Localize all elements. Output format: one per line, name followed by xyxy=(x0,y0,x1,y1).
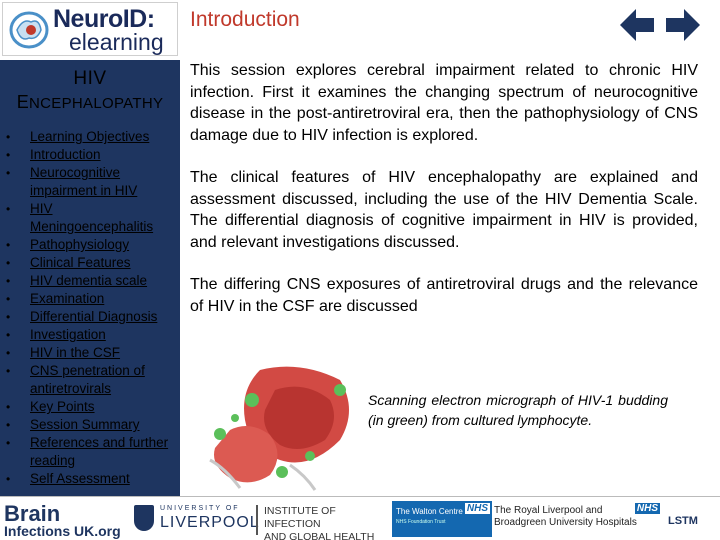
logo-subtitle: elearning xyxy=(69,29,164,55)
bullet-icon: • xyxy=(6,346,11,360)
rl-line1: The Royal Liverpool and xyxy=(494,505,603,516)
rl-line2: Broadgreen University Hospitals xyxy=(494,517,637,528)
sidebar-heading-rest: NCEPHALOPATHY xyxy=(29,95,164,112)
sidebar-item-label: Investigation xyxy=(30,327,106,342)
bullet-icon: • xyxy=(6,202,11,216)
sidebar-item-label: Key Points xyxy=(30,399,95,414)
sidebar-item-label: CNS penetration of antiretrovirals xyxy=(30,363,145,396)
brain-logo-icon xyxy=(9,8,49,52)
royal-liverpool-logo xyxy=(494,501,662,537)
sidebar-item-references[interactable] xyxy=(4,434,178,470)
logo-name: NeuroID: xyxy=(53,5,155,33)
walton-nhs-badge: NHS xyxy=(466,503,488,514)
sidebar-item-label: Introduction xyxy=(30,147,101,162)
sidebar-heading-line1: HIV xyxy=(73,68,107,89)
liverpool-logo-line2: LIVERPOOL xyxy=(160,514,260,531)
bullet-icon: • xyxy=(6,256,11,270)
page-title: Introduction xyxy=(190,8,300,31)
sidebar-heading xyxy=(0,68,180,113)
brain-infections-logo xyxy=(4,503,128,537)
hiv-micrograph-image xyxy=(190,360,360,492)
iigh-line2: AND GLOBAL HEALTH xyxy=(264,531,375,540)
sidebar-item-label: Differential Diagnosis xyxy=(30,309,158,324)
sidebar-item-label: Pathophysiology xyxy=(30,237,130,252)
sidebar-item-label: Session Summary xyxy=(30,417,140,432)
walton-centre-logo xyxy=(392,501,492,537)
header xyxy=(0,0,720,58)
sidebar-heading-line2 xyxy=(0,92,180,113)
clinical-paragraph: The clinical features of HIV encephalopathy are explained and assessment discussed, including the use of the HIV Dementia Scale. The differential diagnosis of cognitive impairment in HIV is provided, and relevant investigations discussed. xyxy=(190,169,698,251)
sidebar-item-label: HIV dementia scale xyxy=(30,273,148,288)
sidebar-item-investigation[interactable] xyxy=(4,326,178,344)
sidebar-item-introduction[interactable] xyxy=(4,146,178,164)
sidebar-item-learning-objectives[interactable] xyxy=(4,128,178,146)
bullet-icon: • xyxy=(6,310,11,324)
walton-line1: The Walton Centre xyxy=(396,507,463,516)
sidebar-item-label: Examination xyxy=(30,291,105,306)
university-of-liverpool-logo xyxy=(134,503,260,535)
bullet-icon: • xyxy=(6,130,11,144)
footer xyxy=(0,496,720,540)
walton-line2: NHS Foundation Trust xyxy=(396,519,446,525)
sidebar-item-label: Neurocognitive impairment in HIV xyxy=(30,165,138,198)
sidebar-item-label: References and further reading xyxy=(30,435,169,468)
bullet-icon: • xyxy=(6,364,11,378)
sidebar-item-label: Clinical Features xyxy=(30,255,131,270)
sidebar-item-self-assessment[interactable] xyxy=(4,470,178,488)
bullet-icon: • xyxy=(6,274,11,288)
sidebar-item-key-points[interactable] xyxy=(4,398,178,416)
brain-logo-line1: Brain xyxy=(4,501,61,526)
sidebar xyxy=(0,60,180,496)
sidebar-item-hiv-in-the-csf[interactable] xyxy=(4,344,178,362)
sidebar-item-hiv-dementia-scale[interactable] xyxy=(4,272,178,290)
bullet-icon: • xyxy=(6,418,11,432)
lstm-logo xyxy=(666,503,716,537)
main-content xyxy=(190,60,698,338)
sidebar-item-label: Self Assessment xyxy=(30,471,130,486)
brain-logo-line2: Infections UK.org xyxy=(4,523,121,539)
lstm-label: LSTM xyxy=(668,515,698,527)
bullet-icon: • xyxy=(6,292,11,306)
sidebar-item-label: Learning Objectives xyxy=(30,129,150,144)
sidebar-item-neurocognitive-impairment[interactable] xyxy=(4,164,178,200)
back-arrow-icon[interactable] xyxy=(618,6,656,44)
sidebar-item-session-summary[interactable] xyxy=(4,416,178,434)
next-arrow-icon[interactable] xyxy=(664,6,702,44)
sidebar-item-hiv-meningoencephalitis[interactable] xyxy=(4,200,178,236)
bullet-icon: • xyxy=(6,238,11,252)
sidebar-item-label: HIV Meningoencephalitis xyxy=(30,201,154,234)
sidebar-item-cns-penetration[interactable] xyxy=(4,362,178,398)
image-caption: Scanning electron micrograph of HIV-1 budding (in green) from cultured lymphocyte. xyxy=(368,392,668,428)
iigh-line1: INSTITUTE OF INFECTION xyxy=(264,505,336,530)
sidebar-item-examination[interactable] xyxy=(4,290,178,308)
sidebar-nav xyxy=(4,128,178,488)
neuroid-logo xyxy=(2,2,178,56)
bullet-icon: • xyxy=(6,400,11,414)
bullet-icon: • xyxy=(6,328,11,342)
liverpool-logo-line1: UNIVERSITY OF xyxy=(160,505,240,512)
rl-nhs-badge: NHS xyxy=(636,503,658,514)
bullet-icon: • xyxy=(6,472,11,486)
sidebar-heading-cap: E xyxy=(16,92,30,112)
sidebar-item-pathophysiology[interactable] xyxy=(4,236,178,254)
intro-paragraph: This session explores cerebral impairment related to chronic HIV infection. First it examines the changing spectrum of neurocognitive disease in the post-antiretroviral era, then the pathophysiology of CNS damage due to HIV infection is explored. xyxy=(190,62,698,144)
institute-of-infection-logo xyxy=(256,505,390,540)
csf-paragraph: The differing CNS exposures of antiretroviral drugs and the relevance of HIV in the CSF are discussed xyxy=(190,276,698,315)
bullet-icon: • xyxy=(6,148,11,162)
sidebar-item-differential-diagnosis[interactable] xyxy=(4,308,178,326)
bullet-icon: • xyxy=(6,166,11,180)
bullet-icon: • xyxy=(6,436,11,450)
sidebar-item-label: HIV in the CSF xyxy=(30,345,121,360)
sidebar-item-clinical-features[interactable] xyxy=(4,254,178,272)
liverpool-shield-icon xyxy=(134,505,154,531)
